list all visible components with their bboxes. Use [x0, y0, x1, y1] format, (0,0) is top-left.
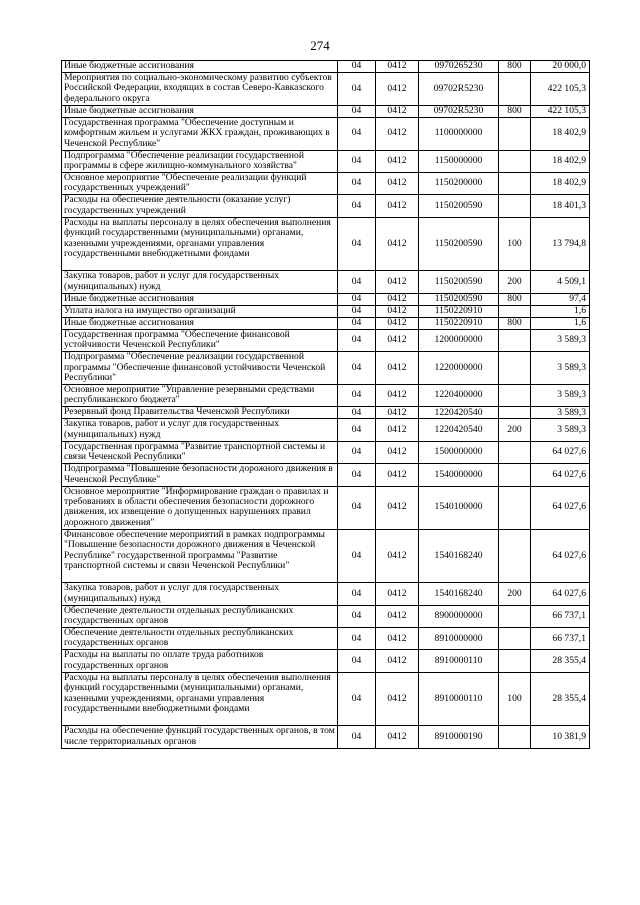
row-target-article: 1150220910	[419, 305, 499, 317]
row-name: Обеспечение деятельности отдельных республиканских государственных органов	[62, 628, 338, 650]
row-name: Уплата налога на имущество организаций	[62, 305, 338, 317]
budget-table-body	[62, 61, 590, 749]
table-row	[62, 73, 590, 106]
row-target-article: 8910000000	[419, 628, 499, 650]
row-name: Подпрограмма "Повышение безопасности дорожного движения в Чеченской Республике"	[62, 464, 338, 486]
row-expense-type: 800	[499, 293, 531, 305]
row-subsection: 0412	[376, 583, 419, 605]
table-row	[62, 726, 590, 748]
row-subsection: 0412	[376, 217, 419, 271]
table-row	[62, 61, 590, 73]
row-name: Расходы на обеспечение деятельности (оказание услуг) государственных учреждений	[62, 195, 338, 217]
row-amount: 18 402,9	[531, 172, 590, 194]
row-amount: 3 589,3	[531, 384, 590, 406]
row-amount: 64 027,6	[531, 441, 590, 463]
row-amount: 18 402,9	[531, 150, 590, 172]
row-section: 04	[338, 217, 376, 271]
row-amount: 64 027,6	[531, 486, 590, 529]
table-row	[62, 419, 590, 441]
table-row	[62, 293, 590, 305]
row-expense-type: 100	[499, 217, 531, 271]
table-row	[62, 672, 590, 726]
row-name: Основное мероприятие "Управление резервными средствами республиканского бюджета"	[62, 384, 338, 406]
row-target-article: 09702R5230	[419, 105, 499, 117]
row-name: Иные бюджетные ассигнования	[62, 61, 338, 73]
row-expense-type	[499, 650, 531, 672]
row-target-article: 1150200590	[419, 293, 499, 305]
row-subsection: 0412	[376, 305, 419, 317]
row-target-article: 1100000000	[419, 117, 499, 150]
row-target-article: 1220420540	[419, 407, 499, 419]
row-name: Закупка товаров, работ и услуг для государственных (муниципальных) нужд	[62, 271, 338, 293]
row-subsection: 0412	[376, 105, 419, 117]
table-row	[62, 605, 590, 627]
row-amount: 28 355,4	[531, 672, 590, 726]
table-row	[62, 384, 590, 406]
row-name: Подпрограмма "Обеспечение реализации государственной программы в сфере жилищно-коммунального хозяйства"	[62, 150, 338, 172]
row-section: 04	[338, 172, 376, 194]
row-expense-type	[499, 605, 531, 627]
row-expense-type	[499, 195, 531, 217]
row-expense-type	[499, 384, 531, 406]
row-section: 04	[338, 305, 376, 317]
row-amount: 64 027,6	[531, 464, 590, 486]
row-target-article: 1220000000	[419, 352, 499, 385]
row-target-article: 1500000000	[419, 441, 499, 463]
row-amount: 3 589,3	[531, 352, 590, 385]
row-amount: 66 737,1	[531, 605, 590, 627]
row-name: Иные бюджетные ассигнования	[62, 105, 338, 117]
row-section: 04	[338, 352, 376, 385]
row-name: Расходы на обеспечение функций государственных органов, в том числе территориальных органов	[62, 726, 338, 748]
row-name: Государственная программа "Развитие транспортной системы и связи Чеченской Республики"	[62, 441, 338, 463]
row-amount: 18 401,3	[531, 195, 590, 217]
row-subsection: 0412	[376, 464, 419, 486]
row-section: 04	[338, 464, 376, 486]
row-amount: 422 105,3	[531, 73, 590, 106]
row-amount: 13 794,8	[531, 217, 590, 271]
row-name: Обеспечение деятельности отдельных республиканских государственных органов	[62, 605, 338, 627]
row-amount: 3 589,3	[531, 419, 590, 441]
table-row	[62, 195, 590, 217]
row-section: 04	[338, 117, 376, 150]
row-amount: 422 105,3	[531, 105, 590, 117]
row-section: 04	[338, 726, 376, 748]
row-target-article: 8910000110	[419, 672, 499, 726]
row-subsection: 0412	[376, 384, 419, 406]
row-subsection: 0412	[376, 486, 419, 529]
row-section: 04	[338, 441, 376, 463]
row-expense-type	[499, 172, 531, 194]
row-expense-type	[499, 726, 531, 748]
row-section: 04	[338, 105, 376, 117]
row-target-article: 1220400000	[419, 384, 499, 406]
row-section: 04	[338, 407, 376, 419]
row-section: 04	[338, 384, 376, 406]
row-subsection: 0412	[376, 61, 419, 73]
row-expense-type: 800	[499, 105, 531, 117]
table-row	[62, 650, 590, 672]
row-section: 04	[338, 672, 376, 726]
row-amount: 3 589,3	[531, 407, 590, 419]
row-expense-type	[499, 73, 531, 106]
row-subsection: 0412	[376, 605, 419, 627]
row-amount: 10 381,9	[531, 726, 590, 748]
row-target-article: 1540000000	[419, 464, 499, 486]
row-expense-type	[499, 628, 531, 650]
row-name: Финансовое обеспечение мероприятий в рамках подпрограммы "Повышение безопасности дорожного движения в Чеченской Республике" государственной программы "Развитие транспортной системы и связи Чеченской Республики"	[62, 529, 338, 583]
table-row	[62, 486, 590, 529]
row-section: 04	[338, 650, 376, 672]
row-amount: 66 737,1	[531, 628, 590, 650]
row-subsection: 0412	[376, 529, 419, 583]
row-amount: 97,4	[531, 293, 590, 305]
row-subsection: 0412	[376, 293, 419, 305]
row-subsection: 0412	[376, 73, 419, 106]
row-name: Иные бюджетные ассигнования	[62, 317, 338, 329]
row-target-article: 8900000000	[419, 605, 499, 627]
row-expense-type: 800	[499, 61, 531, 73]
row-expense-type: 200	[499, 419, 531, 441]
row-section: 04	[338, 605, 376, 627]
row-target-article: 1150200000	[419, 172, 499, 194]
row-expense-type: 200	[499, 271, 531, 293]
row-name: Резервный фонд Правительства Чеченской Республики	[62, 407, 338, 419]
row-amount: 1,6	[531, 317, 590, 329]
row-section: 04	[338, 73, 376, 106]
row-amount: 18 402,9	[531, 117, 590, 150]
row-amount: 4 509,1	[531, 271, 590, 293]
row-amount: 64 027,6	[531, 529, 590, 583]
row-amount: 28 355,4	[531, 650, 590, 672]
row-target-article: 1150000000	[419, 150, 499, 172]
row-name: Основное мероприятие "Обеспечение реализации функций государственных учреждений"	[62, 172, 338, 194]
row-section: 04	[338, 486, 376, 529]
row-name: Государственная программа "Обеспечение доступным и комфортным жильем и услугами ЖКХ граждан, проживающих в Чеченской Республике"	[62, 117, 338, 150]
row-amount: 64 027,6	[531, 583, 590, 605]
table-row	[62, 317, 590, 329]
row-target-article: 1150200590	[419, 217, 499, 271]
row-target-article: 1150200590	[419, 271, 499, 293]
row-name: Мероприятия по социально-экономическому развитию субъектов Российской Федерации, входящих в состав Северо-Кавказского федерального округа	[62, 73, 338, 106]
table-row	[62, 105, 590, 117]
table-row	[62, 271, 590, 293]
row-name: Закупка товаров, работ и услуг для государственных (муниципальных) нужд	[62, 583, 338, 605]
row-name: Иные бюджетные ассигнования	[62, 293, 338, 305]
row-subsection: 0412	[376, 419, 419, 441]
row-subsection: 0412	[376, 628, 419, 650]
row-subsection: 0412	[376, 271, 419, 293]
row-subsection: 0412	[376, 650, 419, 672]
table-row	[62, 441, 590, 463]
row-amount: 3 589,3	[531, 329, 590, 351]
table-row	[62, 464, 590, 486]
table-row	[62, 150, 590, 172]
row-name: Подпрограмма "Обеспечение реализации государственной программы "Обеспечение финансовой устойчивости Чеченской Республики"	[62, 352, 338, 385]
row-target-article: 1540100000	[419, 486, 499, 529]
row-target-article: 1150220910	[419, 317, 499, 329]
row-target-article: 1200000000	[419, 329, 499, 351]
row-target-article: 1540168240	[419, 583, 499, 605]
table-row	[62, 305, 590, 317]
row-subsection: 0412	[376, 672, 419, 726]
row-section: 04	[338, 583, 376, 605]
row-target-article: 0970265230	[419, 61, 499, 73]
row-section: 04	[338, 419, 376, 441]
row-expense-type	[499, 407, 531, 419]
row-subsection: 0412	[376, 150, 419, 172]
table-row	[62, 117, 590, 150]
row-target-article: 8910000110	[419, 650, 499, 672]
row-expense-type	[499, 150, 531, 172]
row-section: 04	[338, 271, 376, 293]
row-section: 04	[338, 293, 376, 305]
row-subsection: 0412	[376, 441, 419, 463]
row-subsection: 0412	[376, 726, 419, 748]
row-section: 04	[338, 61, 376, 73]
budget-table	[61, 60, 590, 749]
table-row	[62, 217, 590, 271]
row-target-article: 1150200590	[419, 195, 499, 217]
row-subsection: 0412	[376, 317, 419, 329]
row-expense-type: 100	[499, 672, 531, 726]
row-expense-type	[499, 305, 531, 317]
table-row	[62, 352, 590, 385]
row-target-article: 8910000190	[419, 726, 499, 748]
row-expense-type	[499, 529, 531, 583]
table-row	[62, 583, 590, 605]
row-expense-type	[499, 117, 531, 150]
row-subsection: 0412	[376, 172, 419, 194]
row-name: Расходы на выплаты по оплате труда работников государственных органов	[62, 650, 338, 672]
row-name: Расходы на выплаты персоналу в целях обеспечения выполнения функций государственными (муниципальными) органами, казенными учреждениями, органами управления государственными внебюджетными фондами	[62, 217, 338, 271]
row-target-article: 09702R5230	[419, 73, 499, 106]
row-expense-type	[499, 352, 531, 385]
row-target-article: 1220420540	[419, 419, 499, 441]
row-name: Основное мероприятие "Информирование граждан о правилах и требованиях в области обеспечения безопасности дорожного движения, их извещение о допущенных нарушениях правил дорожного движения"	[62, 486, 338, 529]
row-section: 04	[338, 329, 376, 351]
page-number: 274	[310, 38, 330, 53]
row-section: 04	[338, 195, 376, 217]
row-expense-type	[499, 464, 531, 486]
table-row	[62, 329, 590, 351]
row-section: 04	[338, 529, 376, 583]
row-subsection: 0412	[376, 195, 419, 217]
table-row	[62, 407, 590, 419]
row-expense-type	[499, 329, 531, 351]
table-row	[62, 529, 590, 583]
row-amount: 1,6	[531, 305, 590, 317]
row-subsection: 0412	[376, 329, 419, 351]
row-expense-type: 200	[499, 583, 531, 605]
table-row	[62, 628, 590, 650]
row-expense-type: 800	[499, 317, 531, 329]
row-section: 04	[338, 150, 376, 172]
row-target-article: 1540168240	[419, 529, 499, 583]
row-section: 04	[338, 317, 376, 329]
row-name: Расходы на выплаты персоналу в целях обеспечения выполнения функций государственными (муниципальными) органами, казенными учреждениями, органами управления государственными внебюджетными фондами	[62, 672, 338, 726]
row-subsection: 0412	[376, 117, 419, 150]
row-subsection: 0412	[376, 352, 419, 385]
row-subsection: 0412	[376, 407, 419, 419]
row-expense-type	[499, 441, 531, 463]
row-name: Закупка товаров, работ и услуг для государственных (муниципальных) нужд	[62, 419, 338, 441]
row-amount: 20 000,0	[531, 61, 590, 73]
row-section: 04	[338, 628, 376, 650]
table-row	[62, 172, 590, 194]
row-expense-type	[499, 486, 531, 529]
row-name: Государственная программа "Обеспечение финансовой устойчивости Чеченской Республики"	[62, 329, 338, 351]
